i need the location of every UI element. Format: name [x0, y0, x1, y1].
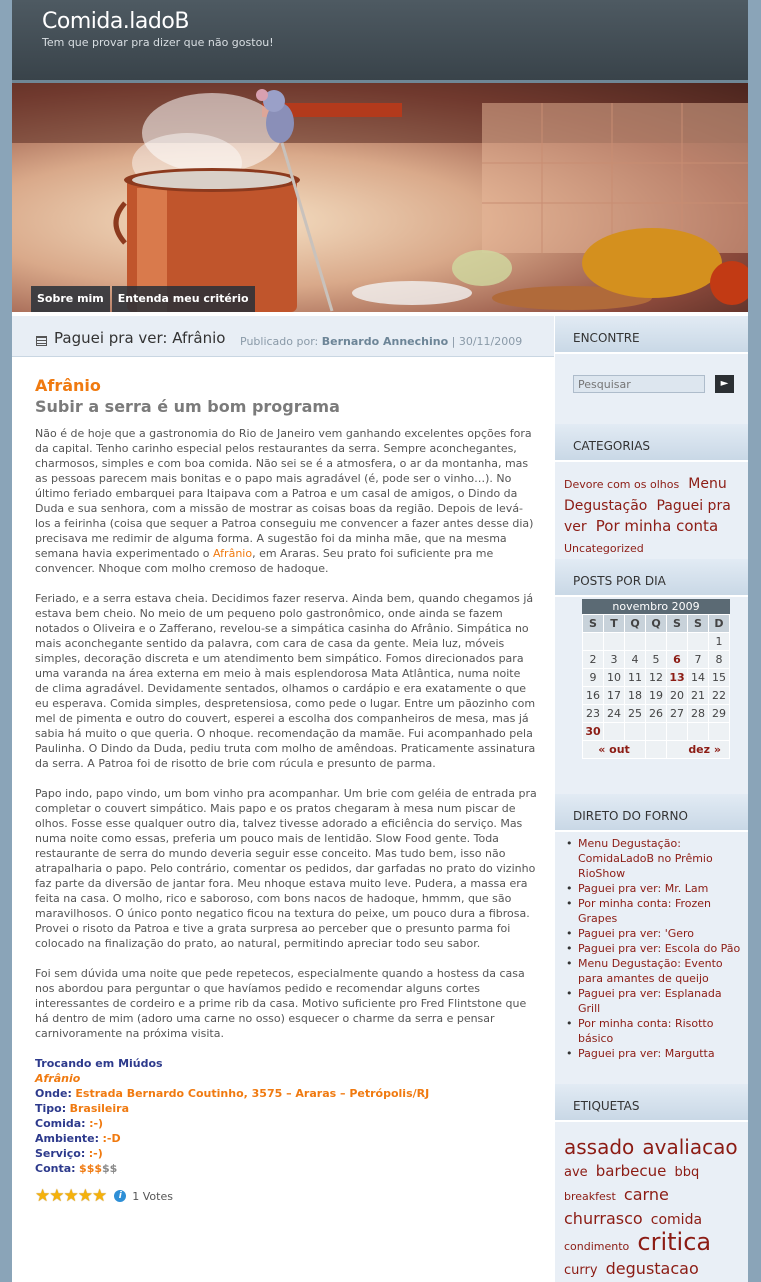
- star-icon[interactable]: ★: [49, 1186, 64, 1206]
- calendar-day: 8: [709, 651, 730, 669]
- categorias-title: CATEGORIAS: [573, 439, 651, 453]
- calendar-day: 12: [646, 669, 667, 687]
- arrow-right-icon: ►: [720, 378, 729, 389]
- rating-stars[interactable]: [35, 1186, 106, 1206]
- calendar-weekday: S: [583, 615, 604, 633]
- calendar-empty-cell: [646, 633, 667, 651]
- calendar-day: 4: [625, 651, 646, 669]
- calendar-empty-cell: [709, 723, 730, 741]
- conta-label: Conta:: [35, 1162, 76, 1175]
- calendar-day: 1: [709, 633, 730, 651]
- etiquetas-heading: [555, 1084, 748, 1122]
- summary-title: Trocando em Miúdos: [35, 1057, 163, 1070]
- calendar-day: 28: [688, 705, 709, 723]
- category-link[interactable]: Devore com os olhos: [564, 478, 680, 491]
- meta-separator: |: [451, 335, 459, 348]
- encontre-heading: [555, 316, 748, 354]
- info-icon: i: [114, 1190, 126, 1202]
- recent-post-link[interactable]: • Paguei pra ver: Esplanada Grill: [578, 986, 743, 1016]
- calendar-day: 22: [709, 687, 730, 705]
- onde-value: Estrada Bernardo Coutinho, 3575 – Araras – Petrópolis/RJ: [75, 1087, 430, 1100]
- calendar-weekday: T: [604, 615, 625, 633]
- category-link[interactable]: Por minha conta: [595, 517, 719, 535]
- search-input[interactable]: [573, 375, 705, 393]
- page: [12, 0, 748, 1282]
- category-link[interactable]: Uncategorized: [564, 542, 644, 555]
- calendar-day: 15: [709, 669, 730, 687]
- conta-value: $$$: [79, 1162, 103, 1175]
- calendar-day: 14: [688, 669, 709, 687]
- calendar-day: 5: [646, 651, 667, 669]
- paragraph-4: Foi sem dúvida uma noite que pede repetecos, especialmente quando a hostess da casa nos abordou para perguntar o que havíamos pedido e recomendar alguns cortes interessantes de cordeiro e a prime rib da casa. Motivo suficiente pro Fred Flintstone que há dentro de mim (adoro uma carne no osso) esquecer o charme da serra e pensar carnivoramente na próxima visita.: [35, 967, 527, 1040]
- recent-post-link[interactable]: • Paguei pra ver: Mr. Lam: [578, 881, 743, 896]
- calendar-day: 24: [604, 705, 625, 723]
- calendar-day: 2: [583, 651, 604, 669]
- direto-do-forno-heading: [555, 794, 748, 832]
- calendar-prev-month[interactable]: « out: [583, 741, 646, 759]
- post-list-icon: [36, 336, 47, 346]
- calendar-day: 20: [667, 687, 688, 705]
- site-title[interactable]: Comida.ladoB: [42, 9, 189, 34]
- ambiente-value: :-D: [102, 1132, 121, 1145]
- calendar-day: 27: [667, 705, 688, 723]
- category-link[interactable]: Paguei pra ver: [564, 498, 731, 535]
- calendar-weekday: S: [688, 615, 709, 633]
- calendar-day: 18: [625, 687, 646, 705]
- calendar-empty-cell: [646, 723, 667, 741]
- calendar-day[interactable]: 13: [667, 669, 688, 687]
- calendar-pad: [646, 741, 667, 759]
- calendar-day[interactable]: 30: [583, 723, 604, 741]
- main-nav: [31, 286, 257, 312]
- star-icon[interactable]: ★: [77, 1186, 92, 1206]
- calendar-day: 26: [646, 705, 667, 723]
- paragraph-2: Feriado, e a serra estava cheia. Decidimos fazer reserva. Ainda bem, quando chegamos já estava bem cheio. No meio de um pequeno polo gastronômico, onde ainda se fazem notados o Oliveira e o Zafferano, revelou-se a simpática casinha do Afrânio. Simpática no mais aconchegante sentido da palavra, com cara de casa da gente. Meia luz, móveis simples, decoração discreta e um atendimento bem simpático. Fomos direcionados para uma varanda na área externa em meio à mais esplendorosa Mata Atlântica, numa noite de clima agradável. Devidamente sentados, olhamos o cardápio e era exatamente o que eu esperava. Comida simples, despretensiosa, como pede o lugar. Entre um pãozinho com mel de pimenta e outro do couvert, esperei a escolha dos companheiros de mesa, mas já sabia há muito o que queria. O nhoque. recomendação da mamãe. Fui acompanhado pela Paulinha. O Dindo da Duda, pediu truta com molho de amêndoas. Praticamente assinatura da serra. A Patroa foi de risotto de brie com rúcula e presunto de parma.: [35, 592, 536, 770]
- tag-cloud: [564, 1136, 744, 1282]
- paragraph-1-text: Não é de hoje que a gastronomia do Rio de Janeiro vem ganhando excelentes opções fora da capital. Tenho carinho especial pelos restaurantes da serra. Sempre aconchegantes, charmosos, simples e com boa comida. Não sei se é a atmosfera, o ar da montanha, mas as pessoas parecem mais bonitas e o papo mais agradável (é, pode ser o vinho…). No último feriado embarquei para Itaipava com a Patroa e um casal de amigos, o Dindo da Duda e sua senhora, com a missão de mostrar as coisas boas da região. Depois de levá-los a feirinha (coisa que sequer a Patroa conseguiu me convencer a fazer antes desse dia) precisava me redimir de alguma forma. A sugestão foi da minha mãe, que na mesma semana havia experimentado o: [35, 427, 534, 560]
- star-rating: [35, 1186, 537, 1206]
- calendar-day: 3: [604, 651, 625, 669]
- onde-label: Onde:: [35, 1087, 72, 1100]
- comida-value: :-): [89, 1117, 104, 1130]
- calendar-day: 23: [583, 705, 604, 723]
- calendar-day: 11: [625, 669, 646, 687]
- tag-link[interactable]: condimento: [564, 1240, 630, 1253]
- calendar-empty-cell: [604, 723, 625, 741]
- tag-link[interactable]: degustacao: [605, 1259, 699, 1278]
- post-date: 30/11/2009: [458, 335, 523, 348]
- calendar-week: [583, 633, 730, 651]
- tag-link[interactable]: comida: [650, 1212, 703, 1228]
- tag-link[interactable]: ave: [564, 1165, 588, 1180]
- post-title[interactable]: Paguei pra ver: Afrânio: [54, 329, 226, 347]
- sidebar: [555, 316, 748, 1282]
- votes-count: 1 Votes: [132, 1189, 173, 1203]
- category-link[interactable]: Menu Degustação: [564, 476, 727, 514]
- calendar-empty-cell: [688, 723, 709, 741]
- tag-link[interactable]: curry: [564, 1263, 598, 1278]
- calendar-day: 21: [688, 687, 709, 705]
- calendar-week: [583, 669, 730, 687]
- direto-do-forno-title: DIRETO DO FORNO: [573, 809, 688, 823]
- recent-post-link[interactable]: • Menu Degustação: ComidaLadoB no Prêmio RioShow: [578, 836, 743, 881]
- calendar-empty-cell: [667, 723, 688, 741]
- calendar-empty-cell: [583, 633, 604, 651]
- calendar-weekday: Q: [625, 615, 646, 633]
- recent-post-link[interactable]: • Por minha conta: Risotto básico: [578, 1016, 743, 1046]
- servico-value: :-): [88, 1147, 103, 1160]
- post-author[interactable]: Bernardo Annechino: [321, 335, 449, 348]
- nav-sobre-mim[interactable]: Sobre mim: [31, 286, 110, 312]
- recent-post-link[interactable]: • Paguei pra ver: Margutta: [578, 1046, 743, 1061]
- calendar-day: 16: [583, 687, 604, 705]
- calendar-day: 10: [604, 669, 625, 687]
- site-header: [12, 0, 748, 83]
- summary-box: [35, 1056, 537, 1176]
- calendar-week: [583, 651, 730, 669]
- calendar-empty-cell: [625, 633, 646, 651]
- calendar-day: 7: [688, 651, 709, 669]
- recent-post-link[interactable]: • Menu Degustação: Evento para amantes de queijo: [578, 956, 743, 986]
- tipo-label: Tipo:: [35, 1102, 67, 1115]
- tag-link[interactable]: bbq: [674, 1165, 700, 1180]
- tag-link[interactable]: breakfest: [564, 1190, 616, 1203]
- ambiente-label: Ambiente:: [35, 1132, 100, 1145]
- recent-post-link[interactable]: • Por minha conta: Frozen Grapes: [578, 896, 743, 926]
- calendar-day: 9: [583, 669, 604, 687]
- servico-label: Serviço:: [35, 1147, 86, 1160]
- paragraph-3: Papo indo, papo vindo, um bom vinho pra acompanhar. Um brie com geléia de entrada pra completar o couvert simpático. Mais papo e os pratos chegaram à mesa num piscar de olhos. Fosse esse qualquer outro dia, talvez tivesse adorado a eficiência do serviço. Mas numa noite como essas, preferia um pouco mais de lentidão. Slow Food gente. Toda restaurante de serra do mundo deveria seguir esse conceito. Mas tudo bem, isso não atrapalharia o papo. Pelo contrário, comentar os pedidos, dar garfadas no prato do vizinho faz parte da diversão de jantar fora. Meu nhoque estava muito leve. Pudera, a massa era feita na casa. O molho, rico e saboroso, com bons nacos de hadoque, hmmm, que são maravilhosos. O único ponto negatico ficou na textura do peixe, um pouco dura a fibrosa. Provei o risoto da Patroa e tive a grata surpresa ao perceber que o presunto parma foi colocado na finalização do prato, ao natural, permitindo apreciar todo seu sabor.: [35, 787, 537, 950]
- post-title-bar: [12, 316, 554, 357]
- calendar-day: 25: [625, 705, 646, 723]
- site-tagline: Tem que provar pra dizer que não gostou!: [42, 36, 274, 49]
- calendar-empty-cell: [625, 723, 646, 741]
- calendar-week: [583, 687, 730, 705]
- posts-por-dia-title: POSTS POR DIA: [573, 574, 666, 588]
- post-subheading: Subir a serra é um bom programa: [35, 397, 340, 416]
- tag-link[interactable]: assado: [564, 1135, 635, 1159]
- tag-link[interactable]: barbecue: [595, 1162, 667, 1180]
- recent-post-link[interactable]: • Paguei pra ver: 'Gero: [578, 926, 743, 941]
- calendar-week: [583, 723, 730, 741]
- tag-link[interactable]: carne: [623, 1185, 669, 1204]
- calendar-weekday-row: [583, 615, 730, 633]
- paragraph-1-text-end: , em Araras. Seu prato foi suficiente pra me convencer. Nhoque com molho cremoso de hadoque.: [35, 547, 494, 575]
- comida-label: Comida:: [35, 1117, 86, 1130]
- search-submit-button[interactable]: [715, 375, 734, 393]
- calendar-day[interactable]: 6: [667, 651, 688, 669]
- post-meta: [240, 335, 522, 348]
- conta-value-dim: $$: [102, 1162, 118, 1175]
- calendar-empty-cell: [667, 633, 688, 651]
- calendar-empty-cell: [604, 633, 625, 651]
- encontre-title: ENCONTRE: [573, 331, 640, 345]
- post-heading: Afrânio: [35, 376, 101, 395]
- recent-posts-list: [578, 836, 743, 1061]
- calendar-weekday: D: [709, 615, 730, 633]
- summary-name: Afrânio: [35, 1072, 81, 1085]
- star-icon[interactable]: ★: [63, 1186, 78, 1206]
- calendar-day: 29: [709, 705, 730, 723]
- posts-por-dia-heading: [555, 559, 748, 597]
- calendar-weekday: Q: [646, 615, 667, 633]
- post-meta-prefix: Publicado por:: [240, 335, 319, 348]
- calendar: [582, 599, 730, 759]
- kitchen-illustration: [12, 83, 748, 312]
- calendar-day: 17: [604, 687, 625, 705]
- calendar-month: novembro 2009: [582, 599, 730, 614]
- star-icon[interactable]: ★: [92, 1186, 107, 1206]
- post-content: [35, 376, 537, 1206]
- calendar-empty-cell: [688, 633, 709, 651]
- star-icon[interactable]: ★: [35, 1186, 50, 1206]
- recent-post-link[interactable]: • Paguei pra ver: Escola do Pão: [578, 941, 743, 956]
- calendar-next-month[interactable]: dez »: [667, 741, 730, 759]
- tag-link[interactable]: avaliacao: [642, 1135, 738, 1159]
- tag-link[interactable]: critica: [637, 1228, 712, 1256]
- etiquetas-title: ETIQUETAS: [573, 1099, 640, 1113]
- categorias-heading: [555, 424, 748, 462]
- calendar-day: 19: [646, 687, 667, 705]
- calendar-week: [583, 705, 730, 723]
- category-list: [564, 473, 742, 559]
- afranio-link[interactable]: Afrânio: [213, 547, 253, 560]
- header-banner: [12, 83, 748, 312]
- paragraph-1: [35, 426, 537, 576]
- calendar-weekday: S: [667, 615, 688, 633]
- tipo-value: Brasileira: [69, 1102, 130, 1115]
- tag-link[interactable]: churrasco: [564, 1209, 643, 1228]
- nav-entenda-criterio[interactable]: Entenda meu critério: [112, 286, 255, 312]
